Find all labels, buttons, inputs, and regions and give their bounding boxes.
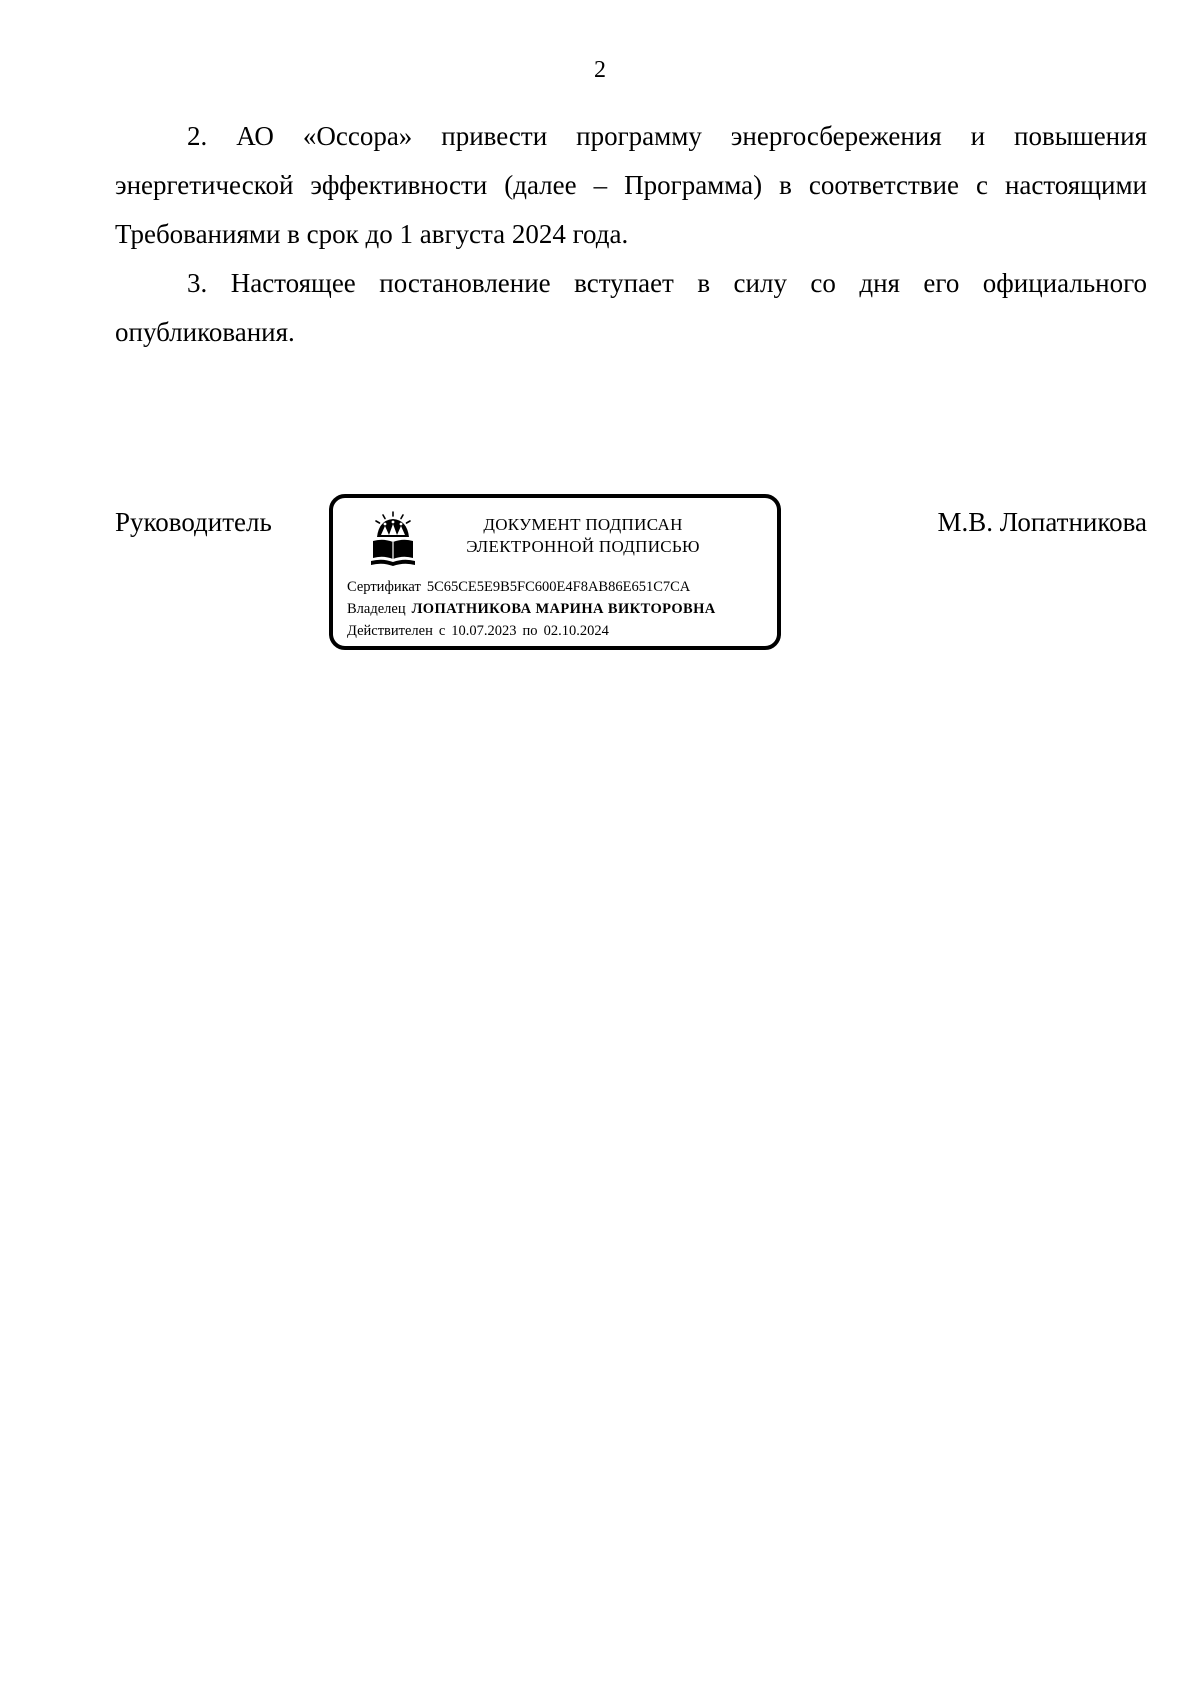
coat-of-arms-icon: [370, 511, 416, 567]
stamp-validity: [347, 622, 609, 640]
electronic-signature-stamp: [329, 494, 781, 650]
stamp-certificate: [347, 578, 690, 596]
stamp-owner: [347, 600, 716, 618]
valid-to-label: по: [522, 623, 538, 639]
stamp-heading: [433, 514, 733, 558]
paragraph-2: 2. АО «Оссора» привести программу энергосбережения и повышения энергетической эффективности (далее – Программа) в соответствие с настоящими Требованиями в срок до 1 августа 2024 года.: [115, 121, 1147, 249]
signer-name: М.В. Лопатникова: [937, 507, 1147, 537]
valid-from-label: с: [438, 623, 446, 639]
signature-block: [115, 504, 1147, 664]
certificate-value: 5C65CE5E9B5FC600E4F8AB86E651C7CA: [426, 579, 691, 595]
owner-value: ЛОПАТНИКОВА МАРИНА ВИКТОРОВНА: [411, 601, 716, 617]
certificate-label: Сертификат: [347, 579, 421, 595]
signer-title: Руководитель: [115, 507, 272, 537]
valid-to-date: 02.10.2024: [543, 623, 609, 639]
document-body: [115, 112, 1147, 357]
page-number: 2: [594, 57, 606, 83]
stamp-heading-line-2: ЭЛЕКТРОННОЙ ПОДПИСЬЮ: [466, 537, 700, 556]
stamp-heading-line-1: ДОКУМЕНТ ПОДПИСАН: [483, 515, 683, 534]
owner-label: Владелец: [347, 601, 406, 617]
valid-from-date: 10.07.2023: [451, 623, 517, 639]
paragraph-3: 3. Настоящее постановление вступает в силу со дня его официального опубликования.: [115, 268, 1147, 347]
valid-label: Действителен: [347, 623, 433, 639]
